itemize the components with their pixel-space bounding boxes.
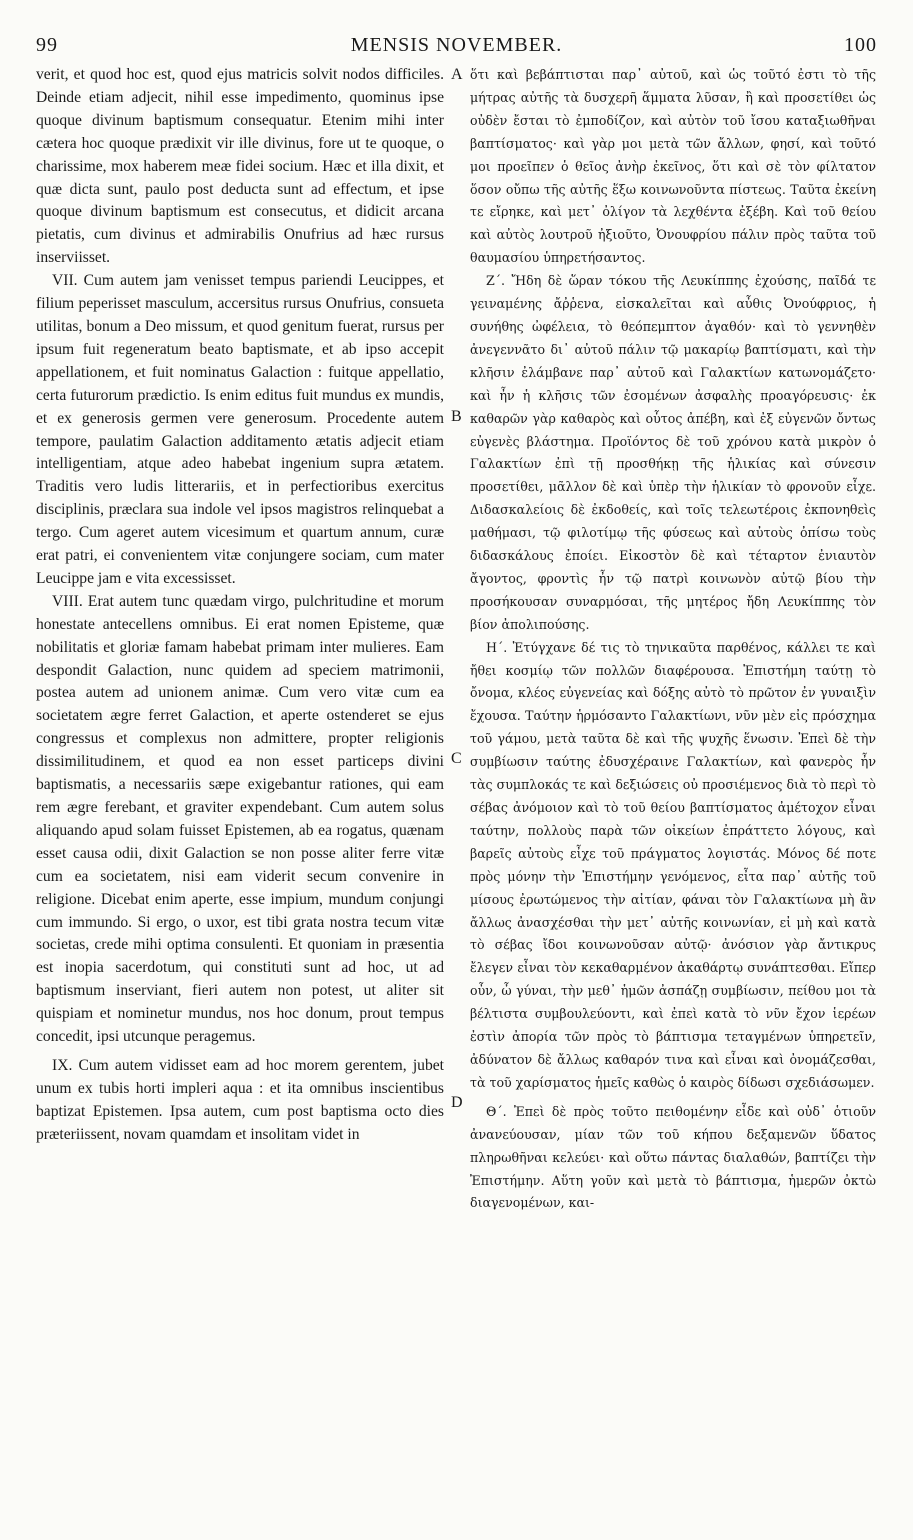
- margin-marker-b: B: [451, 408, 462, 425]
- latin-section-ix: IX. Cum autem vidisset eam ad hoc morem gerentem, jubet unum ex tubis horti impleri aqua : et ita omnibus inscientibus baptizat Epistemen. Ipsa autem, cum post baptisma octo dies præteriissent, novam quamdam et insolitam videt in: [36, 1056, 444, 1143]
- latin-section-vii: VII. Cum autem jam venisset tempus pariendi Leucippes, et filium peperisset masculum, accersitus rursus Onufrius, consueta utilitas, bonum a Deo missum, et quod genitum fuerat, rursus per ipsum fuit regeneratum beato baptismate, et ab ipso accepit appellationem, et fuit nominatus Galaction : fuitque appellatio, certa futurorum prædictio. Is enim editus fuit mundus ex mundis, et ex generosis germen vere generosum. Procedente autem tempore, paulatim Galaction additamento ætatis adjecit etiam intelligentiam, atque adeo habebat ingenium supra ætatem. Traditis vero ludis litterariis, et in perfectioribus exercitus disciplinis, præclara sua indole vel ipsos magistros relinquebat a tergo. Cum ageret autem vicesimum et quartum annum, curæ erat patri, ei convenientem vitæ conjungere sociam, cum mater Leucippe jam e vita excessisset.: [36, 272, 444, 587]
- greek-column: [470, 64, 876, 1534]
- left-page-number: 99: [36, 34, 58, 56]
- margin-marker-d: D: [451, 1094, 463, 1111]
- margin-marker-a: A: [451, 66, 463, 83]
- latin-paragraph-continuation: verit, et quod hoc est, quod ejus matricis solvit nodos difficiles. Deinde etiam adjecit, nihil esse impedimento, quominus ipse quoque divinum baptismum consequatur. Etenim mihi inter cætera hoc quoque prædixit vir ille divinus, fore ut te quoque, o charissime, mox haberem meæ fidei socium. Hæc et illa dixit, et quæ dicta sunt, paulo post deducta sunt ad effectum, et ipse quoque divinum baptismum est consecutus, et didicit arcana pietatis, cum divinus et admirabilis Onufrius ad hæc rursus inserviisset.: [36, 66, 444, 267]
- running-title: MENSIS NOVEMBER.: [350, 34, 563, 56]
- latin-column: [36, 64, 444, 1534]
- latin-section-viii: VIII. Erat autem tunc quædam virgo, pulchritudine et morum honestate antecellens omnibus. Ei erat nomen Episteme, quæ nobilitatis et gloriæ famam habebat primam inter mulieres. Eam despondit Galaction, nunc quidem ad speciem matrimonii, postea autem ad unionem animæ. Cum vero vitæ cum ea societatem ægre ferret Galaction, et aperte ostenderet se ejus congressus et complexus non admittere, propter religionis dissimilitudinem, et quod ea non esset particeps divini baptismatis, a necessariis sæpe exigebantur rationes, qui eam rem ægre ferebant, et graviter expendebant. Cum autem solus aliquando apud solam fuisset Epistemen, ab ea rogatus, quænam esset causa odii, dixit Galaction se non posse aliter ferre vitæ cum ea societatem, nisi eam viderit secum convenire in religione. Dicebat enim aperte, esse impium, mundum conjungi cum immundo. Si ergo, o uxor, est tibi grata nostra tecum vitæ societas, crede mihi optima consulenti. Et quoniam in præsentia est inopia sacerdotum, qui constituti sunt ad hoc, ut ad baptismum inserviant, fieri autem non potest, ut aliter sit quispiam et nominetur mundus, nos hoc donum, prout tempus concedit, ipsi utcunque peragemus.: [36, 592, 444, 1046]
- greek-section-th: Θ΄. Ἐπεὶ δὲ πρὸς τοῦτο πειθομένην εἶδε καὶ οὐδ᾽ ὁτιοῦν ἀνανεύουσαν, μίαν τῶν τοῦ κήπου δεξαμενῶν ὕδατος πληρωθῆναι κελεύει· καὶ οὕτω πάντας διαλαθών, βαπτίζει τὴν Ἐπιστήμην. Αὕτη γοῦν καὶ μετὰ τὸ βάπτισμα, ἡμερῶν ὀκτὼ διαγενομένων, και-: [470, 1103, 876, 1211]
- greek-paragraph-continuation: ὅτι καὶ βεβάπτισται παρ᾽ αὐτοῦ, καὶ ὡς τοῦτό ἐστι τὸ τῆς μήτρας αὐτῆς τὰ δυσχερῆ ἅμματα λῦσαν, ἢ καὶ προσετίθει ὡς οὐδὲν ἔσται τὸ ἐμποδίζον, καὶ αὐτὸν τοῦ ἴσου καταξιωθῆναι βαπτίσματος· καὶ γὰρ μοι μετὰ τῶν ἄλλων, φησί, καὶ τοῦτό μοι προεῖπεν ὁ θεῖος ἀνὴρ ἐκεῖνος, ὅτι καὶ σὲ τὸν φίλτατον ὅσον οὔπω τῆς αὐτῆς ἕξω κοινωνοῦντα πίστεως. Ταῦτα ἐκείνη τε εἴρηκε, καὶ μετ᾽ ὀλίγον τὰ λεχθέντα ἐξέβη. Καὶ τοῦ θείου καὶ αὐτὸς λουτροῦ ἠξιοῦτο, Ὀνουφρίου πάλιν πρὸς ταῦτα τοῦ θαυμασίου ὑπηρετήσαντος.: [470, 67, 876, 266]
- right-page-number: 100: [844, 34, 877, 56]
- greek-section-h: Η΄. Ἐτύγχανε δέ τις τὸ τηνικαῦτα παρθένος, κάλλει τε καὶ ἤθει κοσμίῳ τῶν πολλῶν διαφέρουσα. Ἐπιστήμη ταύτῃ τὸ ὄνομα, κλέος εὐγενείας καὶ δόξης αὐτὸ τὸ πρῶτον ἐν γυναιξὶν ἔχουσα. Ταύτην ἡρμόσαντο Γαλακτίωνι, νῦν μὲν εἰς πρόσχημα τοῦ γάμου, μετὰ ταῦτα δὲ καὶ τῆς ψυχῆς ἕνωσιν. Ἐπεὶ δὲ τὴν συμβίωσιν ταύτης ἐδυσχέραινε Γαλακτίων, καὶ φανερὸς ἦν τὰς συμπλοκάς τε καὶ δεξιώσεις οὐ προσιέμενος διὰ τὸ περὶ τὸ σέβας ἀνόμοιον καὶ τὸ τοῦ θείου βαπτίσματος ἀμέτοχον εἶναι ταύτην, πολλοὺς παρὰ τῶν οἰκείων ἐπράττετο λόγους, καὶ βαρεῖς αὐτοὺς εἶχε τοῦ πράγματος λογιστάς. Μόνος δέ ποτε πρὸς μόνην τὴν Ἐπιστήμην γενόμενος, εἶτα παρ᾽ αὐτῆς τοῦ μίσους ἐρωτώμενος τὴν αἰτίαν, φάναι τὸν Γαλακτίωνα μὴ ἂν ἄλλως ἀνασχέσθαι τὴν μετ᾽ αὐτῆς κοινωνίαν, εἰ μὴ καὶ κατὰ τὸ σέβας ἴδοι κοινωνοῦσαν αὐτῷ· ἀνόσιον γὰρ ἄντικρυς ἔλεγεν εἶναι τὸν κεκαθαρμένον ἀκαθάρτῳ συνάπτεσθαι. Εἴπερ οὖν, ὦ γύναι, τὴν μεθ᾽ ἡμῶν ἀσπάζῃ συμβίωσιν, πείθου μοι τὰ βέλτιστα συμβουλεύοντι, καὶ ἐπεὶ κατὰ τὸ νῦν ἔχον ἱερέων ἐστὶν ἀπορία τῶν πρὸς τὸ βάπτισμα τεταγμένων ὑπηρετεῖν, ἀδύνατον δὲ ἄλλως καθαρόν τινα καὶ εἶναι καὶ ὀνομάζεσθαι, τὰ τοῦ χαρίσματος ἡμεῖς καθὼς ὁ καιρὸς δίδωσι σχεδιάσωμεν.: [470, 639, 876, 1090]
- margin-marker-c: C: [451, 750, 462, 767]
- greek-section-z: Ζ΄. Ἤδη δὲ ὥραν τόκου τῆς Λευκίππης ἐχούσης, παῖδά τε γειναμένης ἄῤῥενα, εἰσκαλεῖται καὶ αὖθις Ὀνούφριος, ἡ συνήθης ὠφέλεια, τὸ θεόπεμπτον ἀγαθόν· καὶ τὸ γεννηθὲν ἀνεγεννᾶτο δι᾽ αὐτοῦ πάλιν τῷ μακαρίῳ βαπτίσματι, καὶ τὴν κλῆσιν ἐλάμβανε παρ᾽ αὐτοῦ καὶ Γαλακτίων κατωνομάζετο· καὶ ἦν ἡ κλῆσις τῶν ἐσομένων ἀσφαλὴς προαγόρευσις· ἐκ καθαρῶν γὰρ καθαρὸς καὶ οὗτος ἀπέβη, καὶ ἐξ εὐγενῶν ὄντως εὐγενὲς βλάστημα. Προϊόντος δὲ τοῦ χρόνου κατὰ μικρὸν ὁ Γαλακτίων ἐπὶ τῇ προσθήκῃ τῆς ἡλικίας καὶ σύνεσιν προσετίθει, μᾶλλον δὲ καὶ ὑπὲρ τὴν ἡλικίαν τὸ φρονοῦν εἶχε. Διδασκαλείοις δὲ ἐκδοθείς, καὶ τοῖς τελεωτέροις ἐκπονηθεὶς μαθήμασι, τῷ φιλοτίμῳ τῆς φύσεως καὶ αὐτοὺς ὀπίσω τοὺς διδασκάλους ἐποίει. Εἰκοστὸν δὲ καὶ τέταρτον ἐνιαυτὸν ἄγοντος, φροντὶς ἦν τῷ πατρὶ κοινωνὸν αὐτῷ βίου τὴν προσήκουσαν συναρμόσαι, τῆς μητέρος ἤδη Λευκίππης τὸν βίον ἀπολιπούσης.: [470, 273, 876, 632]
- page-header: [36, 34, 877, 60]
